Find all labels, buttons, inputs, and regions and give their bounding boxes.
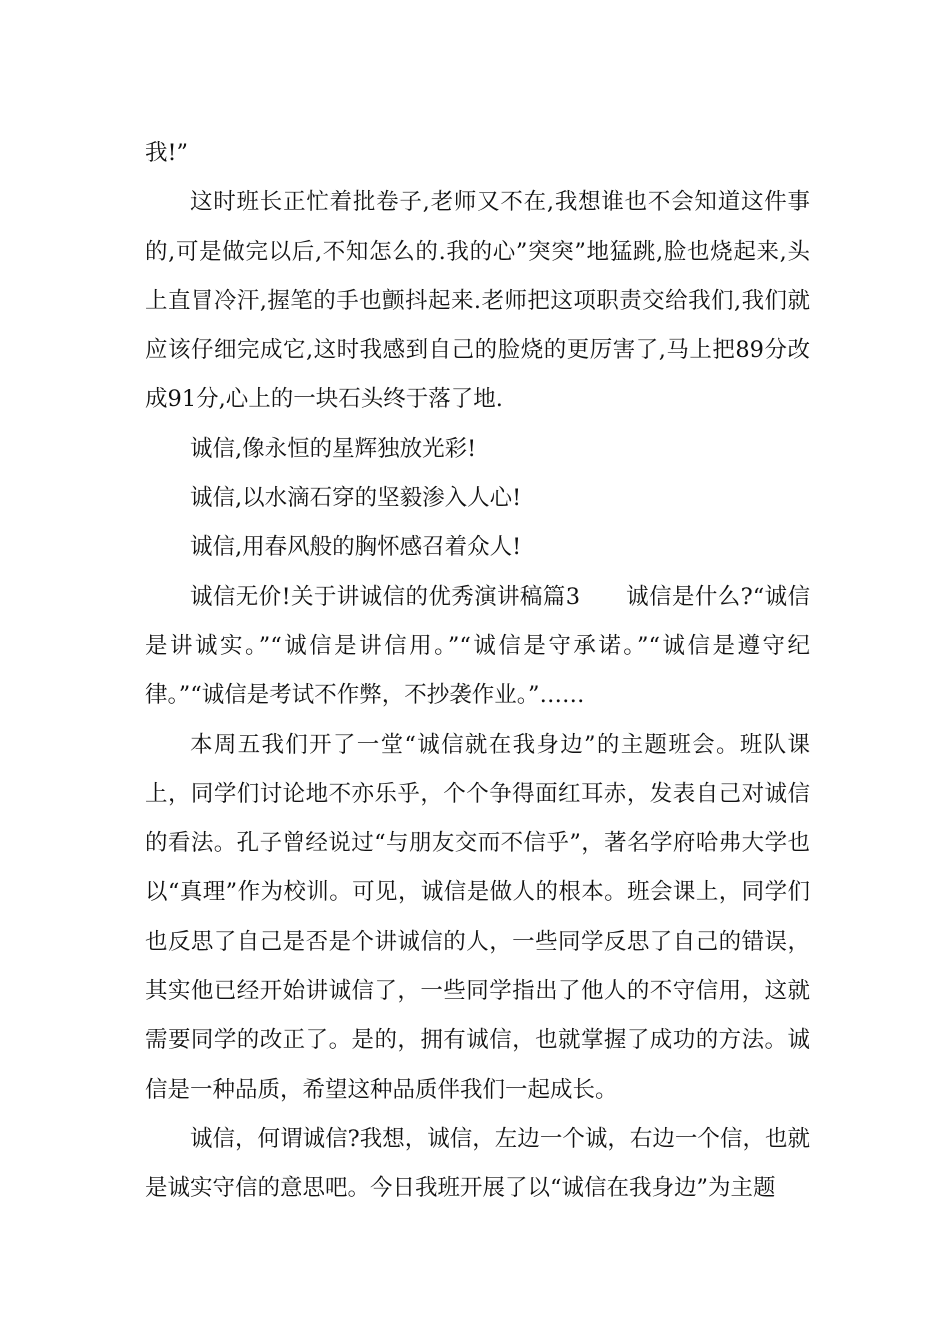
- paragraph-5: 诚信,用春风般的胸怀感召着众人!: [190, 534, 522, 561]
- paragraph-8: 诚信，何谓诚信?我想，诚信，左边一个诚，右边一个信，也就是诚实守信的意思吧。今日我班开展了以“诚信在我身边”为主题: [145, 1125, 810, 1202]
- paragraph-4: 诚信,以水滴石穿的坚毅渗入人心!: [190, 485, 522, 512]
- paragraph-2: 这时班长正忙着批卷子,老师又不在,我想谁也不会知道这件事的,可是做完以后,不知怎么的.我的心”突突”地猛跳,脸也烧起来,头上直冒冷汗,握笔的手也颤抖起来.老师把这项职责交给我们,我们就应该仔细完成它,这时我感到自己的脸烧的更厉害了,马上把89分改成91分,心上的一块石头终于落了地.: [145, 189, 810, 413]
- paragraph-7: 本周五我们开了一堂“诚信就在我身边”的主题班会。班队课上，同学们讨论地不亦乐乎，个个争得面红耳赤，发表自己对诚信的看法。孔子曾经说过“与朋友交而不信乎”，著名学府哈弗大学也以“真理”作为校训。可见，诚信是做人的根本。班会课上，同学们也反思了自己是否是个讲诚信的人，一些同学反思了自己的错误，其实他已经开始讲诚信了，一些同学指出了他人的不守信用，这就需要同学的改正了。是的，拥有诚信，也就掌握了成功的方法。诚信是一种品质，希望这种品质伴我们一起成长。: [145, 731, 810, 1103]
- document-body: [145, 129, 810, 1214]
- paragraph-1: 我!”: [145, 140, 189, 166]
- paragraph-6: 诚信无价!关于讲诚信的优秀演讲稿篇3 诚信是什么?“诚信是讲诚实。”“诚信是讲信用。”“诚信是守承诺。”“诚信是遵守纪律。”“诚信是考试不作弊，不抄袭作业。”……: [145, 583, 810, 709]
- paragraph-3: 诚信,像永恒的星辉独放光彩!: [190, 435, 477, 462]
